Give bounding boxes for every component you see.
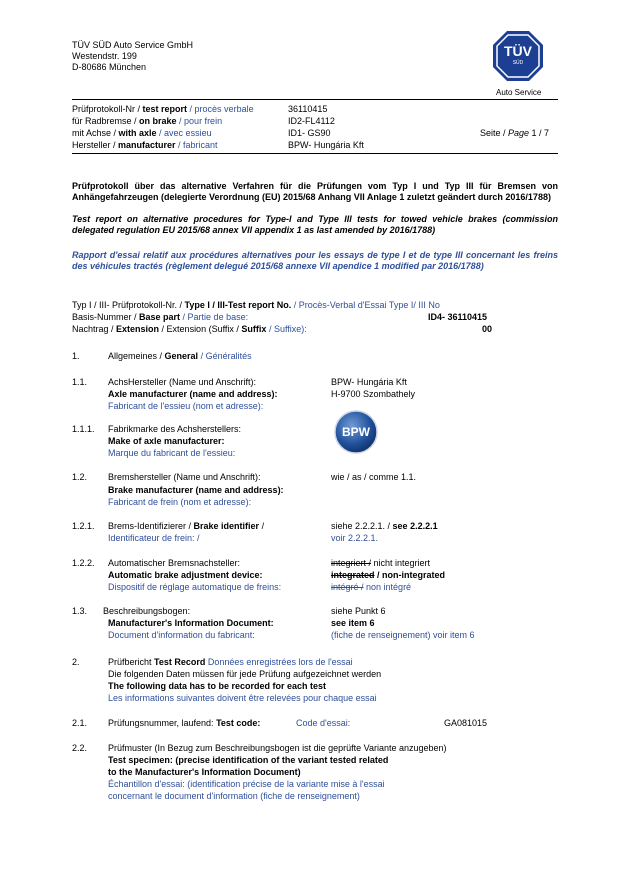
header-row-2: für Radbremse / on brake / pour frein (72, 116, 223, 126)
item-2-2-de: Prüfmuster (In Bezug zum Beschreibungsbogen ist die geprüfte Variante anzugeben) (108, 743, 447, 753)
item-1-2-2-value-en: integrated / non-integrated (331, 570, 446, 580)
item-1-3-fr: Document d'information du fabricant: (108, 630, 255, 640)
item-2-2-fr-1: Échantillon d'essai: (identification précise de la variante mise à l'essai (108, 779, 385, 789)
header-value-3: ID1- GS90 (288, 128, 331, 138)
item-1-2-1-value: siehe 2.2.2.1. / see 2.2.2.1 (331, 521, 438, 531)
item-2-1-fr: Code d'essai: (296, 718, 351, 728)
section-1-title: Allgemeines / General / Généralités (108, 351, 252, 361)
header-value-4: BPW- Hungária Kft (288, 140, 364, 150)
extension-line: Nachtrag / Extension / Extension (Suffix / Suffix / Suffixe): (72, 324, 307, 334)
item-1-3-value-en: see item 6 (331, 618, 375, 628)
item-2-1-number: 2.1. (72, 718, 88, 728)
company-city: D-80686 München (72, 62, 147, 72)
section-2-de: Die folgenden Daten müssen für jede Prüfung aufgezeichnet werden (108, 669, 382, 679)
item-1-2-2-value-fr: intégré / non intégré (331, 582, 412, 592)
section-1-number: 1. (72, 351, 80, 361)
tuv-logo (492, 30, 544, 82)
section-2-fr: Les informations suivantes doivent être relevées pour chaque essai (108, 693, 377, 703)
logo-sub: SÜD (512, 60, 524, 66)
logo-caption: Auto Service (496, 88, 542, 97)
item-1-2-2-number: 1.2.2. (72, 558, 95, 568)
item-2-1-label: Prüfungsnummer, laufend: Test code: (108, 718, 261, 728)
item-1-2-fr: Fabricant de frein (nom et adresse): (108, 497, 252, 507)
item-1-2-1-value-fr: voir 2.2.2.1. (331, 533, 379, 543)
item-1-2-de: Bremshersteller (Name und Anschrift): (108, 472, 261, 482)
item-2-1-value: GA081015 (444, 718, 488, 728)
base-part-value: ID4- 36110415 (428, 312, 488, 322)
base-part-line: Basis-Nummer / Base part / Partie de base: (72, 312, 249, 322)
item-1-2-2-de: Automatischer Bremsnachsteller: (108, 558, 241, 568)
header-value-2: ID2-FL4112 (288, 116, 335, 126)
title-fr: Rapport d'essai relatif aux procédures alternatives pour les essays de type I et de type III concernant les freins des véhicules tractés (règlement delegué 2015/68 annexe VII apendice 1 modified par 2016/1788) (72, 250, 558, 271)
item-1-1-value-2: H-9700 Szombathely (331, 389, 416, 399)
item-1-3-en: Manufacturer's Information Document: (108, 618, 274, 628)
item-2-2-en-2: to the Manufacturer's Information Document) (108, 767, 301, 777)
header-value-1: 36110415 (288, 104, 328, 114)
header-row-4: Hersteller / manufacturer / fabricant (72, 140, 218, 150)
item-1-2-1-label: Brems-Identifizierer / Brake identifier / (108, 521, 265, 531)
item-1-1-de: AchsHersteller (Name und Anschrift): (108, 377, 257, 387)
item-1-2-2-value-de: integriert / nicht integriert (331, 558, 431, 568)
item-1-1-value-1: BPW- Hungária Kft (331, 377, 407, 387)
item-1-3-de: Beschreibungsbogen: (103, 606, 191, 616)
header-rule-bottom (72, 153, 558, 154)
item-1-2-1-fr: Identificateur de frein: / (108, 533, 200, 543)
item-2-2-number: 2.2. (72, 743, 88, 753)
section-2-title: Prüfbericht Test Record Données enregistrées lors de l'essai (108, 657, 353, 667)
item-1-3-number: 1.3. (72, 606, 88, 616)
bpw-logo (331, 409, 381, 455)
section-2-en: The following data has to be recorded for each test (108, 681, 327, 691)
item-1-1-en: Axle manufacturer (name and address): (108, 389, 278, 399)
item-1-2-2-fr: Dispositif de réglage automatique de freins: (108, 582, 282, 592)
item-2-2-en-1: Test specimen: (precise identification of the variant tested related (108, 755, 389, 765)
item-1-2-value: wie / as / comme 1.1. (331, 472, 417, 482)
extension-value: 00 (482, 324, 493, 334)
report-no-line: Typ I / III- Prüfprotokoll-Nr. / Type I / III-Test report No. / Procès-Verbal d'Essai Type I/ III No (72, 300, 440, 310)
item-1-2-en: Brake manufacturer (name and address): (108, 485, 284, 495)
header-row-1: Prüfprotokoll-Nr / test report / procès verbale (72, 104, 254, 114)
bpw-logo-icon (331, 409, 381, 455)
logo-brand: TÜV (504, 43, 532, 59)
page-number: Seite / Page 1 / 7 (480, 128, 550, 138)
company-street: Westendstr. 199 (72, 51, 137, 61)
item-1-2-number: 1.2. (72, 472, 88, 482)
item-1-1-1-de: Fabrikmarke des Achsherstellers: (108, 424, 242, 434)
item-1-1-1-number: 1.1.1. (72, 424, 95, 434)
item-2-2-fr-2: concernant le document d'information (fiche de renseignement) (108, 791, 360, 801)
item-1-2-1-number: 1.2.1. (72, 521, 95, 531)
section-2-number: 2. (72, 657, 80, 667)
item-1-2-2-en: Automatic brake adjustment device: (108, 570, 263, 580)
item-1-3-value-fr: (fiche de renseignement) voir item 6 (331, 630, 475, 640)
title-de: Prüfprotokoll über das alternative Verfahren für die Prüfungen vom Typ I und Typ III für Bremsen von Anhängefahrzeugen (delegierte Verordnung (EU) 2015/68 Anhang VII Anlage 1 zuletzt geändert durch 2016/1788) (72, 181, 558, 202)
item-1-3-value-de: siehe Punkt 6 (331, 606, 386, 616)
svg-text:BPW: BPW (342, 425, 370, 439)
header-row-3: mit Achse / with axle / avec essieu (72, 128, 212, 138)
company-name: TÜV SÜD Auto Service GmbH (72, 40, 194, 50)
item-1-1-1-en: Make of axle manufacturer: (108, 436, 225, 446)
title-en: Test report on alternative procedures for Type-I and Type III tests for towed vehicle brakes (commission delegated regulation EU 2015/68 annex VII appendix 1 as last amended by 2016/1788) (72, 214, 558, 235)
item-1-1-fr: Fabricant de l'essieu (nom et adresse): (108, 401, 264, 411)
header-rule-top (72, 99, 558, 100)
item-1-1-1-fr: Marque du fabricant de l'essieu: (108, 448, 236, 458)
item-1-1-number: 1.1. (72, 377, 88, 387)
